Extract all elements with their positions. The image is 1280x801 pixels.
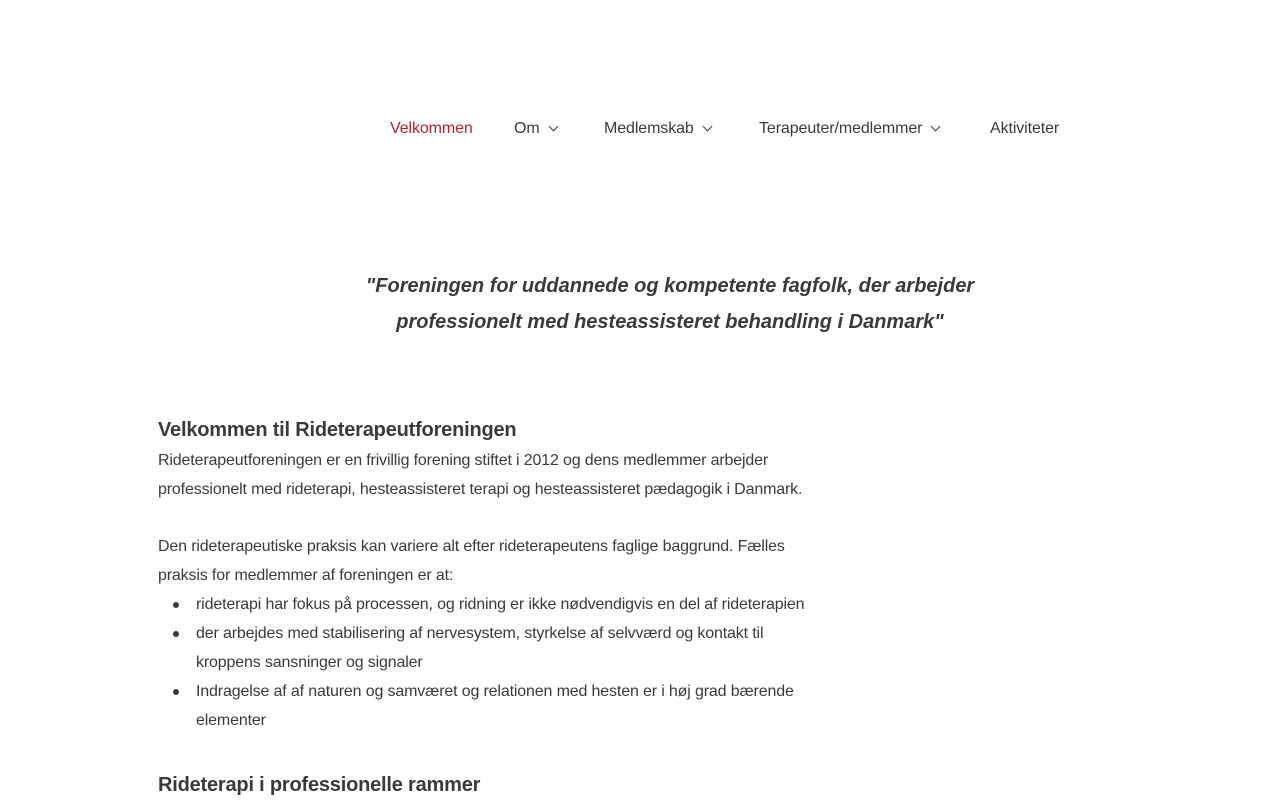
chevron-down-icon [702, 122, 712, 132]
nav-label: Aktiviteter [990, 120, 1060, 137]
nav-item-om[interactable] [514, 117, 557, 141]
list-item: Indragelse af af naturen og samværet og relationen med hesten er i høj grad bærende elementer [196, 677, 818, 735]
practice-list [158, 590, 818, 735]
site-header [0, 0, 1280, 240]
hero-tagline: "Foreningen for uddannede og kompetente fagfolk, der arbejder professionelt med hesteassisteret behandling i Danmark" [365, 275, 975, 333]
chevron-down-icon [931, 122, 941, 132]
nav-item-velkommen[interactable] [390, 117, 473, 141]
section-heading-welcome: Velkommen til Rideterapeutforeningen [158, 419, 517, 441]
nav-label: Om [514, 120, 540, 137]
main-content [158, 414, 818, 801]
nav-label: Velkommen [390, 120, 473, 137]
practice-intro-paragraph: Den rideterapeutiske praksis kan variere alt efter rideterapeutens faglige baggrund. Fælles praksis for medlemmer af foreningen er at: [158, 538, 785, 584]
nav-label: Medlemskab [604, 120, 694, 137]
intro-paragraph: Rideterapeutforeningen er en frivillig forening stiftet i 2012 og dens medlemmer arbejder professionelt med rideterapi, hesteassisteret terapi og hesteassisteret pædagogik i Danmark. [158, 452, 803, 498]
list-item: der arbejdes med stabilisering af nervesystem, styrkelse af selvværd og kontakt til kroppens sansninger og signaler [196, 619, 818, 677]
section-heading-professional: Rideterapi i professionelle rammer [158, 774, 481, 796]
list-item: rideterapi har fokus på processen, og ridning er ikke nødvendigvis en del af rideterapien [196, 590, 818, 619]
nav-item-aktiviteter[interactable] [990, 117, 1059, 141]
chevron-down-icon [548, 122, 558, 132]
nav-label: Terapeuter/medlemmer [759, 120, 923, 137]
nav-item-terapeuter-medlemmer[interactable] [759, 117, 939, 141]
nav-item-medlemskab[interactable] [604, 117, 711, 141]
main-navigation [0, 117, 1280, 143]
spacer [158, 504, 818, 532]
